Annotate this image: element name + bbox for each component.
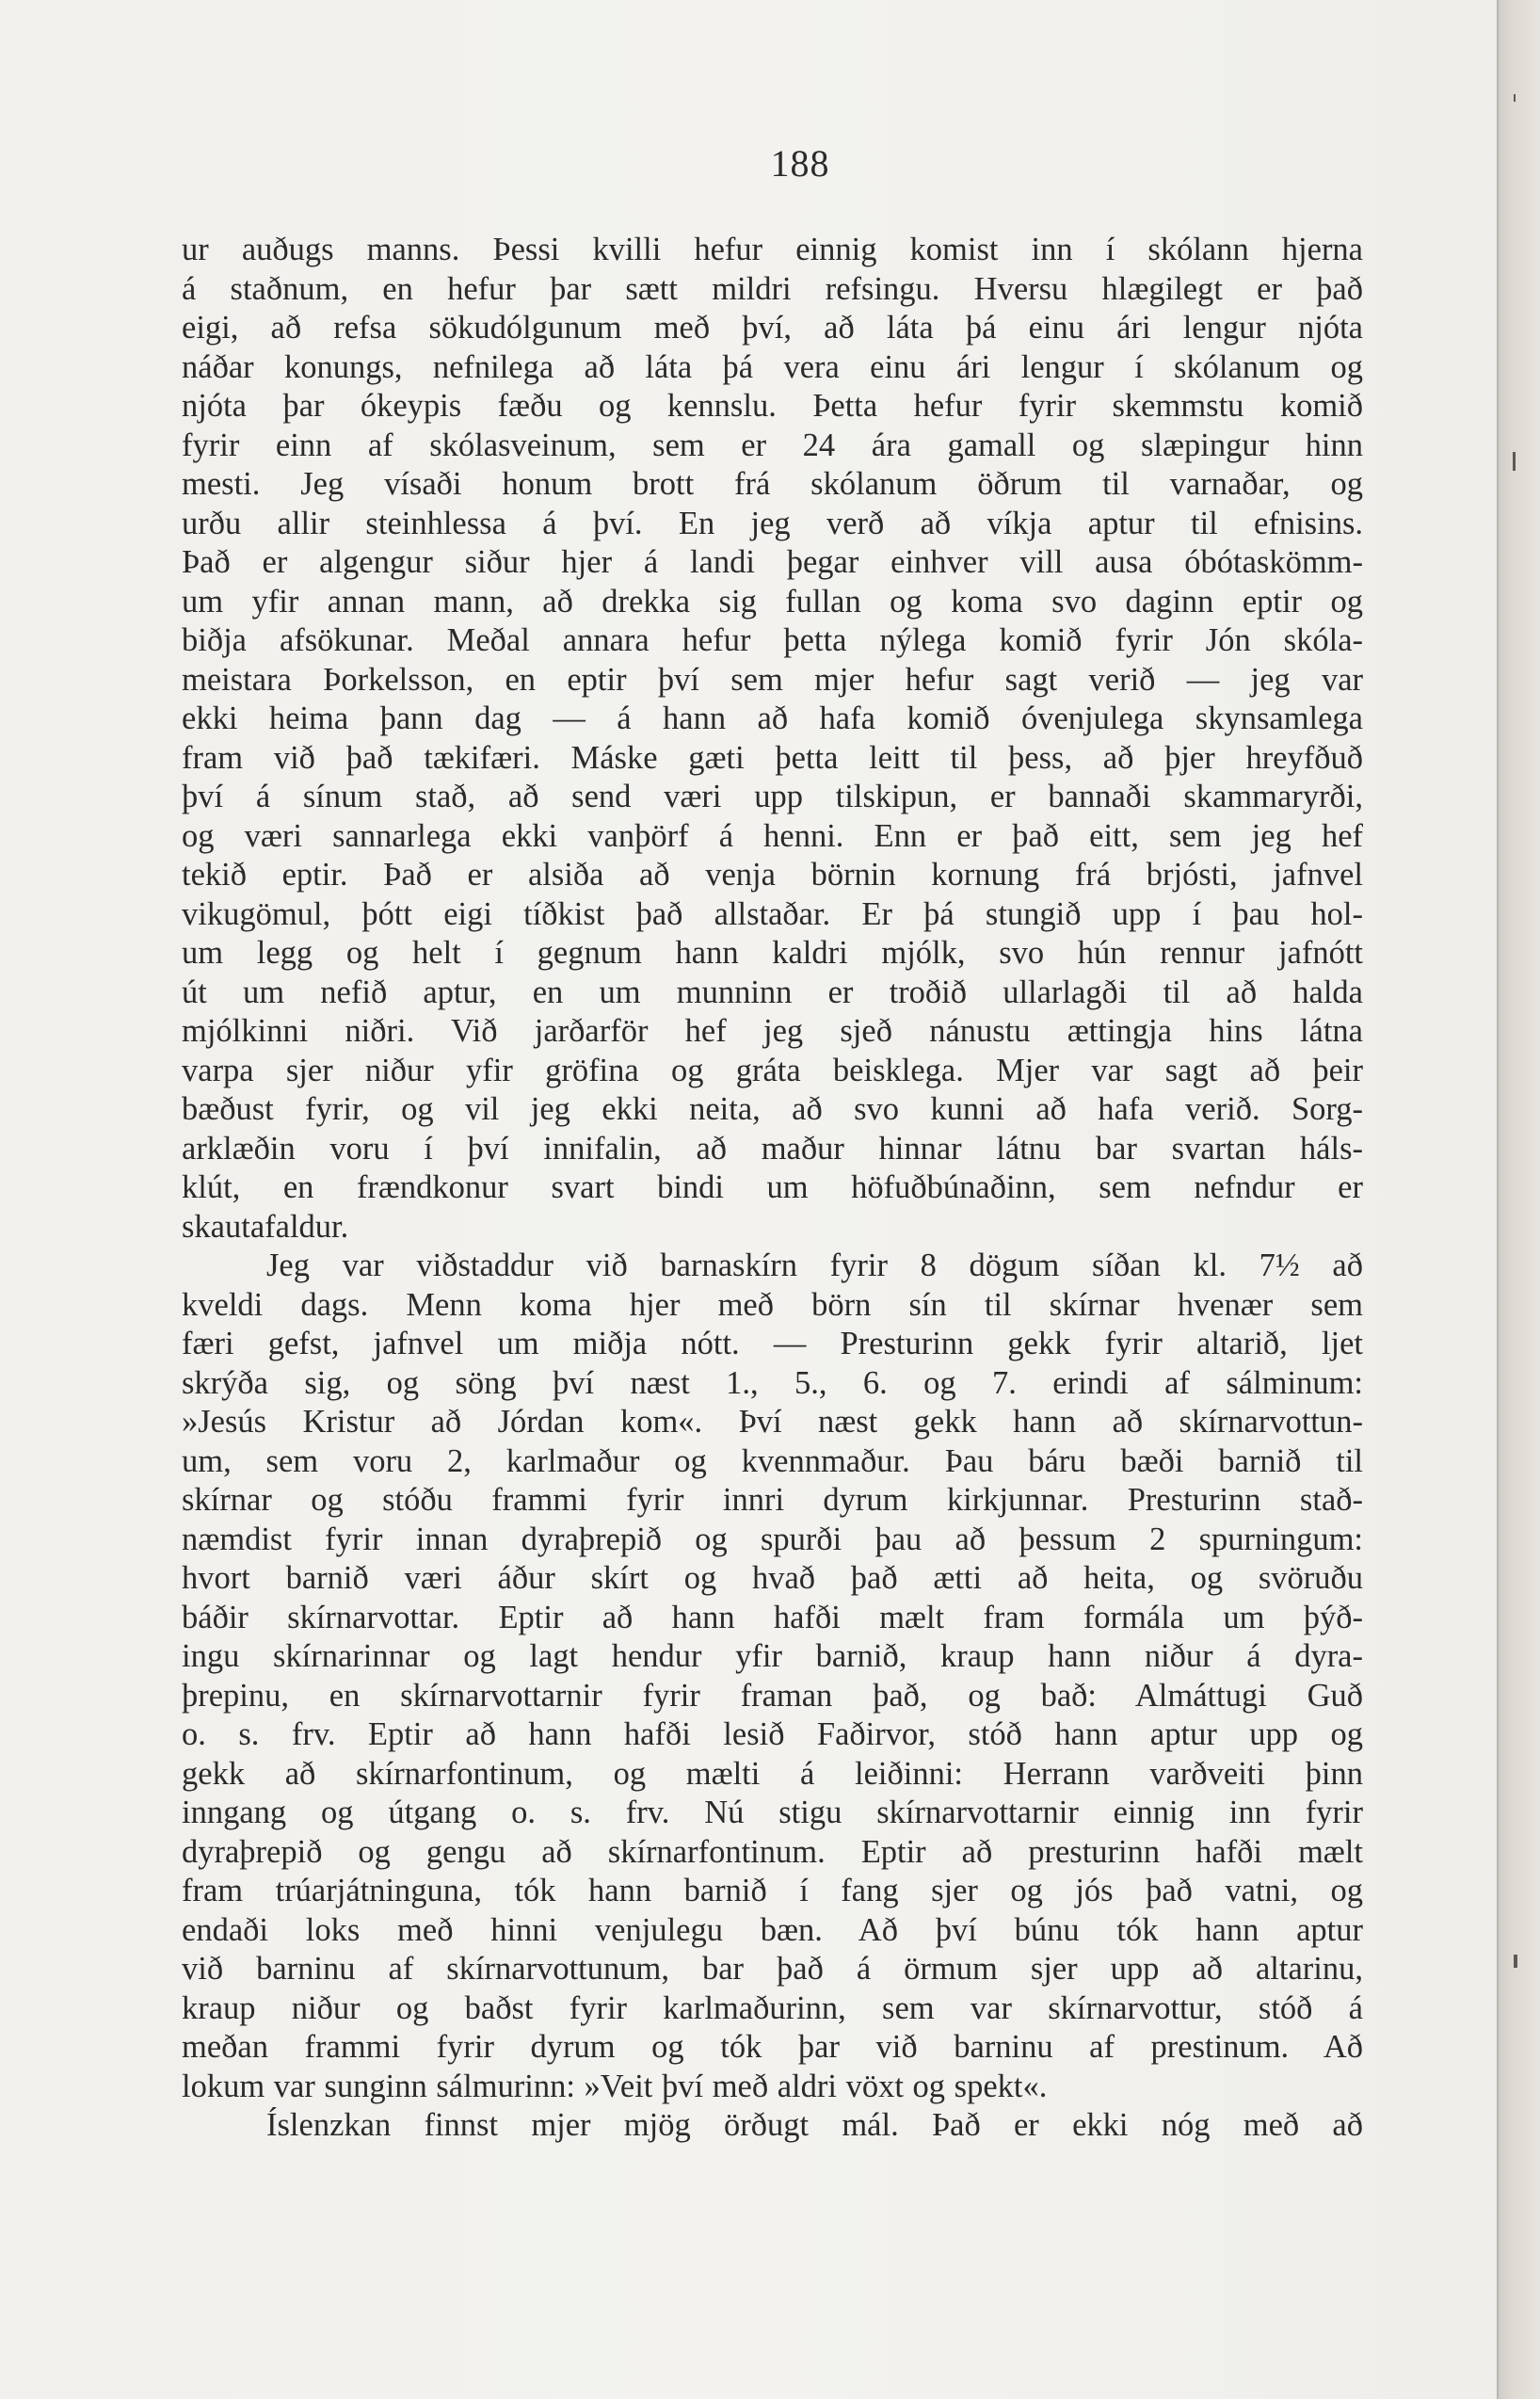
text-line: Það er algengur siður hjer á landi þegar einhver vill ausa óbótaskömm-	[182, 544, 1363, 580]
text-line: við barninu af skírnarvottunum, bar það á örmum sjer upp að altarinu,	[182, 1951, 1363, 1987]
text-line: ekki heima þann dag — á hann að hafa komið óvenjulega skynsamlega	[182, 700, 1363, 736]
text-line: »Jesús Kristur að Jórdan kom«. Því næst gekk hann að skírnarvottun-	[182, 1404, 1363, 1440]
text-line: hvort barnið væri áður skírt og hvað það ætti að heita, og svöruðu	[182, 1560, 1363, 1596]
text-line: báðir skírnarvottar. Eptir að hann hafði mælt fram formála um þýð-	[182, 1599, 1363, 1635]
text-line: fyrir einn af skólasveinum, sem er 24 ára gamall og slæpingur hinn	[182, 427, 1363, 463]
text-line: fram trúarjátninguna, tók hann barnið í fang sjer og jós það vatni, og	[182, 1873, 1363, 1908]
text-line: klút, en frændkonur svart bindi um höfuðbúnaðinn, sem nefndur er	[182, 1169, 1363, 1205]
text-line: endaði loks með hinni venjulegu bæn. Að því búnu tók hann aptur	[182, 1911, 1363, 1948]
text-line: út um nefið aptur, en um munninn er troðið ullarlagði til að halda	[182, 974, 1363, 1010]
body-text	[182, 231, 1363, 2146]
text-line: eigi, að refsa sökudólgunum með því, að láta þá einu ári lengur njóta	[182, 310, 1363, 346]
text-line: o. s. frv. Eptir að hann hafði lesið Faðirvor, stóð hann aptur upp og	[182, 1716, 1363, 1752]
text-line: mjólkinni niðri. Við jarðarför hef jeg sjeð nánustu ættingja hins látna	[182, 1013, 1363, 1049]
text-line: skrýða sig, og söng því næst 1., 5., 6. og 7. erindi af sálminum:	[182, 1364, 1363, 1401]
text-line: færi gefst, jafnvel um miðja nótt. — Presturinn gekk fyrir altarið, ljet	[182, 1326, 1363, 1361]
text-line: bæðust fyrir, og vil jeg ekki neita, að svo kunni að hafa verið. Sorg-	[182, 1091, 1363, 1127]
paragraph-start-line: Jeg var viðstaddur við barnaskírn fyrir 8 dögum síðan kl. 7½ að	[266, 1248, 1363, 1283]
text-line: dyraþrepið og gengu að skírnarfontinum. Eptir að presturinn hafði mælt	[182, 1833, 1363, 1870]
text-line: vikugömul, þótt eigi tíðkist það allstaðar. Er þá stungið upp í þau hol-	[182, 895, 1363, 932]
text-line: ingu skírnarinnar og lagt hendur yfir barnið, kraup hann niður á dyra-	[182, 1638, 1363, 1674]
paragraph-start-line: Íslenzkan finnst mjer mjög örðugt mál. Það er ekki nóg með að	[266, 2107, 1363, 2143]
text-line: um yfir annan mann, að drekka sig fullan og koma svo daginn eptir og	[182, 583, 1363, 620]
text-line: tekið eptir. Það er alsiða að venja börnin kornung frá brjósti, jafnvel	[182, 857, 1363, 893]
text-line: skírnar og stóðu frammi fyrir innri dyrum kirkjunnar. Presturinn stað-	[182, 1482, 1363, 1518]
text-line: biðja afsökunar. Meðal annara hefur þetta nýlega komið fyrir Jón skóla-	[182, 622, 1363, 658]
text-line: inngang og útgang o. s. frv. Nú stigu skírnarvottarnir einnig inn fyrir	[182, 1795, 1363, 1830]
text-line: arklæðin voru í því innifalin, að maður hinnar látnu bar svartan háls-	[182, 1130, 1363, 1167]
text-line: kveldi dags. Menn koma hjer með börn sín til skírnar hvenær sem	[182, 1286, 1363, 1323]
margin-mark	[1514, 1955, 1517, 1968]
text-line: náðar konungs, nefnilega að láta þá vera einu ári lengur í skólanum og	[182, 348, 1363, 385]
text-line: kraup niður og baðst fyrir karlmaðurinn, sem var skírnarvottur, stóð á	[182, 1989, 1363, 2026]
text-line: meðan frammi fyrir dyrum og tók þar við barninu af prestinum. Að	[182, 2029, 1363, 2065]
text-line: varpa sjer niður yfir gröfina og gráta beisklega. Mjer var sagt að þeir	[182, 1052, 1363, 1088]
paragraph-end-line: skautafaldur.	[182, 1208, 349, 1245]
text-line: um, sem voru 2, karlmaður og kvennmaður. Þau báru bæði barnið til	[182, 1442, 1363, 1479]
text-line: mesti. Jeg vísaði honum brott frá skólanum öðrum til varnaðar, og	[182, 466, 1363, 502]
page-edge	[1497, 0, 1540, 2399]
paragraph-end-line: lokum var sunginn sálmurinn: »Veit því með aldri vöxt og spekt«.	[182, 2068, 1048, 2104]
text-line: ur auðugs manns. Þessi kvilli hefur einnig komist inn í skólann hjerna	[182, 232, 1363, 267]
text-line: njóta þar ókeypis fæðu og kennslu. Þetta hefur fyrir skemmstu komið	[182, 388, 1363, 424]
text-line: meistara Þorkelsson, en eptir því sem mjer hefur sagt verið — jeg var	[182, 661, 1363, 698]
text-line: því á sínum stað, að send væri upp tilskipun, er bannaði skammaryrði,	[182, 779, 1363, 814]
text-line: þrepinu, en skírnarvottarnir fyrir framan það, og bað: Almáttugi Guð	[182, 1677, 1363, 1714]
text-line: næmdist fyrir innan dyraþrepið og spurði þau að þessum 2 spurningum:	[182, 1521, 1363, 1557]
text-line: urðu allir steinhlessa á því. En jeg verð að víkja aptur til efnisins.	[182, 505, 1363, 541]
margin-mark	[1513, 452, 1516, 471]
margin-mark	[1514, 94, 1516, 102]
text-line: á staðnum, en hefur þar sætt mildri refsingu. Hversu hlægilegt er það	[182, 270, 1363, 307]
text-line: gekk að skírnarfontinum, og mælti á leiðinni: Herrann varðveiti þinn	[182, 1755, 1363, 1792]
text-line: fram við það tækifæri. Máske gæti þetta leitt til þess, að þjer hreyfðuð	[182, 739, 1363, 776]
text-line: um legg og helt í gegnum hann kaldri mjólk, svo hún rennur jafnótt	[182, 935, 1363, 971]
text-line: og væri sannarlega ekki vanþörf á henni. Enn er það eitt, sem jeg hef	[182, 817, 1363, 854]
page-number: 188	[770, 142, 830, 185]
